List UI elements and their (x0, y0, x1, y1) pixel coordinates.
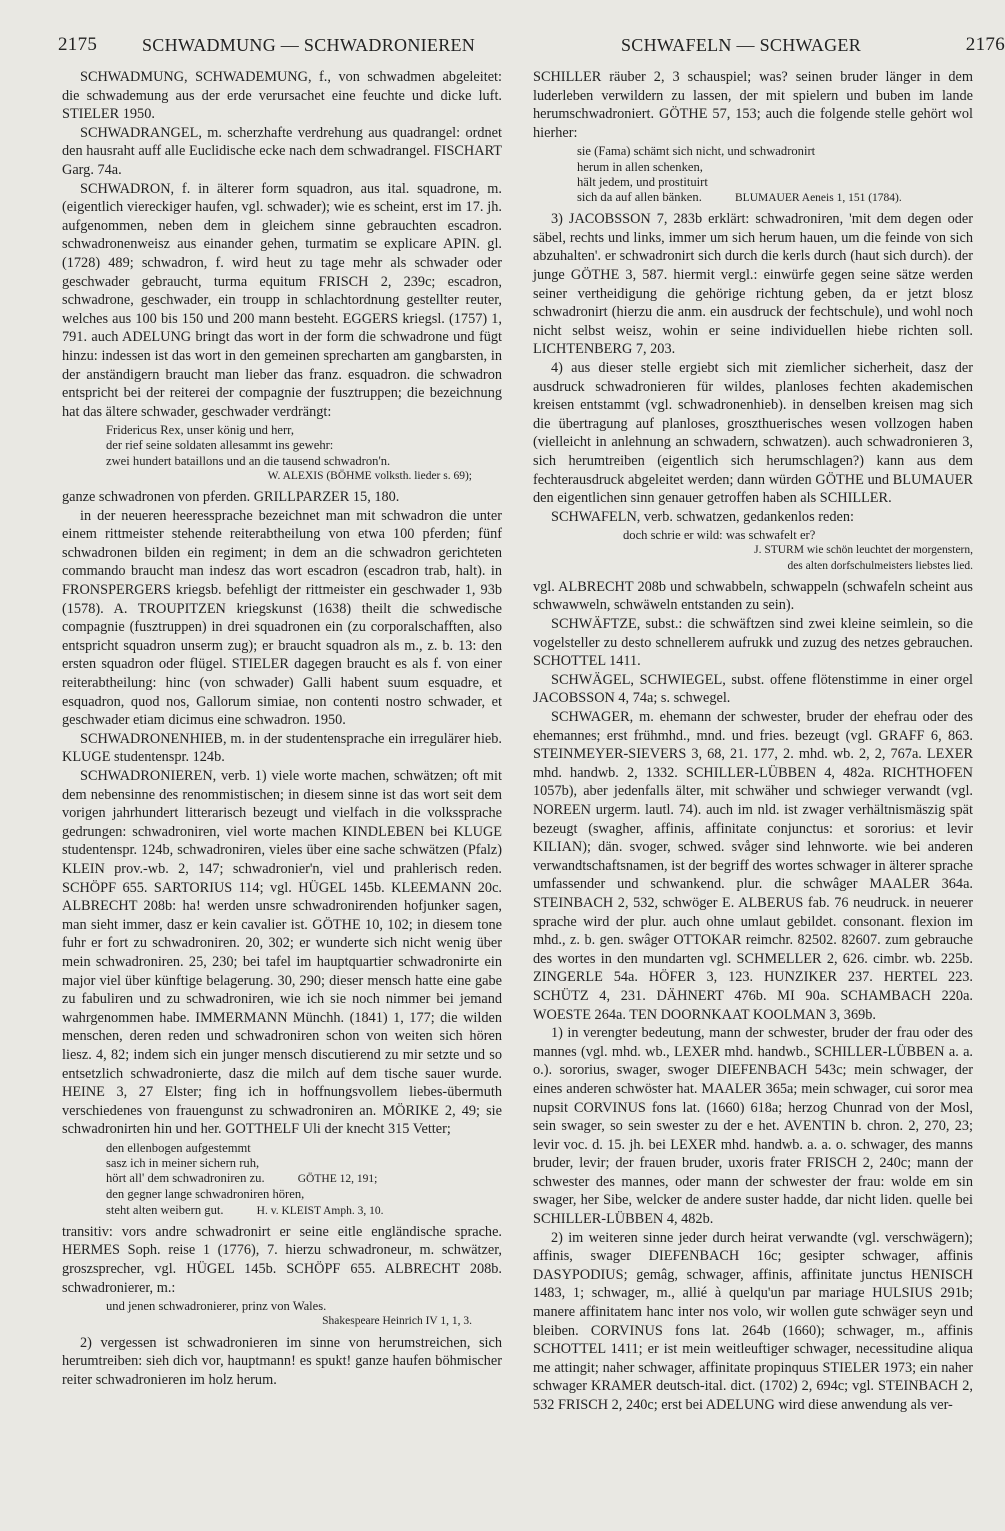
left-running-title: SCHWADMUNG — SCHWADRONIEREN (142, 35, 476, 55)
entry-text: 2) vergessen ist schwadronieren im sinne von herumstreichen, sich herumtreiben: sieh dich vor, hauptmann! es spukt! ganze haufen böhmischer reiter schwadronieren im holz herum. (62, 1334, 502, 1388)
entry-text: 2) im weiteren sinne jeder durch heirat verwandte (vgl. verschwägern); affinis, swager DIEFENBACH 16c; gesipter schwager, affinis DASYPODIUS; gemâg, schwager, affinis, affinitate junctus HENISCH 1483, 1; schwager, m., allié à quelqu'un par mariage HULSIUS 291b; manere affinitatem hanc inter nos volo, wir wollen gute schwäger seyn und bleiben. CORVINUS fons lat. 264b (1660); schwager, m., affinis SCHOTTEL 1411; er ist mein weitleuftiger schwager, necessitudine aliqua me attingit; naher schwager, affinitate propinquus STIELER 1973; ein naher schwager KRAMER deutsch-ital. dict. (1702) 2, 694c; vgl. STEINBACH 2, 532 FRISCH 2, 240c; erst bei ADELUNG wird diese anwendung als ver- (533, 1229, 973, 1414)
entry-schwadrangel: SCHWADRANGEL, m. scherzhafte verdrehung aus quadrangel: ordnet den hausraht auff alle Euclidische ecke nach dem schwadrangel. FISCHART Garg. 74a. (62, 124, 502, 178)
right-running-title: SCHWAFELN — SCHWAGER (621, 35, 862, 55)
entry-text: 3) JACOBSSON 7, 283b erklärt: schwadroniren, 'mit dem degen oder säbel, rechts und links, immer um sich herum hauen, um die feinde von sich abzuhalten'. er schwadronirt sich durch die kerls durch (haut sich durch). der junge GÖTHE 3, 587. hiermit vergl.: einwürfe gegen seine sätze werden seiner vertheidigung die gehörige richtung geben, da er jetzt blosz schwadronirt (hierzu die anm. ein ausdruck der fechtschule), und wohl noch nicht selbst weisz, wohin er seine individuellen hiebe richten soll. LICHTENBERG 7, 203. (533, 211, 973, 358)
left-page-header (58, 34, 502, 68)
entry-schwadron: SCHWADRON, f. in älterer form squadron, aus ital. squadrone, m. (eigentlich viereckiger haufen, vgl. schwader); wie es scheint, erst im 17. jh. aufgenommen, neben dem in gleichem sinne gebrauchten escadron. schwadronenweisz aus einander gehen, turmatim se explicare APIN. gl. (1728) 489; schwadron, f. wird heut zu tage mehr als schwader oder geschwader gebraucht, turma equitum FRISCH 2, 239c; escadron, schwadrone, geschwader, ein troupp in schlachtordnung gestellter reuter, welches aus 100 bis 150 und 200 mann besteht. EGGERS kriegsl. (1757) 1, 791. auch ADELUNG bringt das wort in der form die schwadrone und fügt hinzu: indessen ist das wort in den gemeinen sprecharten am gangbarsten, in der anständigern braucht man lieber das franz. esquadron. die schwadron entspricht bei der reiterei der compagnie der fusztruppen; die bezeichnung hat das ältere schwader, geschwader verdrängt: (62, 180, 502, 420)
entry-text: 4) aus dieser stelle ergiebt sich mit ziemlicher sicherheit, dasz der ausdruck schwadronieren für wildes, planloses fechten akademischen kreisen entstammt (vgl. schwadronenhieb). in denselben kreisen mag sich die übertragung auf planloses, groszthuerisches wesen vollzogen haben (vielleicht in anlehnung an schwadern, schwatzen). auch schwadronieren 3, sich herumtreiben (eigentlich sich herumschlagen?) kann aus dem fechterausdruck abgeleitet werden; dann würden GÖTHE und BLUMAUER den eigentlichen sinn genauer getroffen haben als SCHILLER. (533, 359, 973, 507)
quote-line: hält jedem, und prostituirt (577, 174, 708, 189)
entry-text: vgl. ALBRECHT 208b und schwabbeln, schwappeln (schwafeln scheint aus schwawweln, schwäweln entstanden zu sein). (533, 578, 973, 614)
quote-blumauer (577, 144, 973, 206)
quote-source: H. v. KLEIST Amph. 3, 10. (256, 1204, 384, 1217)
quote-line: den gegner lange schwadroniren hören, (106, 1187, 305, 1202)
right-page-number: 2176 (965, 34, 1005, 55)
entry-schwafeln: SCHWAFELN, verb. schwatzen, gedankenlos reden: (551, 508, 854, 525)
quote-line: und jenen schwadronierer, prinz von Wales. (106, 1299, 327, 1314)
right-column-text (533, 68, 973, 1415)
quote-line: steht alten weibern gut. H. v. KLEIST Amph. 3, 10. (106, 1202, 384, 1217)
quote-sturm (623, 528, 973, 574)
entry-schwaegel: SCHWÄGEL, SCHWIEGEL, subst. offene flötenstimme in einer orgel JACOBSSON 4, 74a; s. schwegel. (533, 671, 973, 707)
quote-line: doch schrie er wild: was schwafelt er? (623, 528, 816, 543)
left-column-text (62, 68, 502, 1389)
quote-line: sie (Fama) schämt sich nicht, und schwadronirt (577, 144, 816, 159)
entry-schwadmung: SCHWADMUNG, SCHWADEMUNG, f., von schwadmen abgeleitet: die schwademung aus der erde verursachet eine feuchte und dicke luft. STIELER 1950. (62, 69, 502, 123)
entry-text: 1) in verengter bedeutung, mann der schwester, bruder der frau oder des mannes (vgl. mhd. wb., LEXER mhd. handwb., SCHILLER-LÜBBEN a. a. o.). sororius, swager, swoger DIEFENBACH 543c; mein schwager, der eines anderen schwöster hat. MAALER 365a; mein schwager, cui soror mea nupsit CORVINUS fons lat. (1660) 618a; herzog Chunrad von der Mosl, sein swager, so sein swester zu der e het. AVENTIN b. chron. 2, 270, 23; levir voc. d. 15. jh. bei LEXER mhd. handwb. a. a. o. schwager, des manns bruder, levir; der frauen bruder, uxoris frater FRISCH 2, 240c; mann der schwester des mannes, oder mann der schwester der frau: wolde em sin swager, her Sibe, welcker de andere suster hadde, dar nicht liden. quelle bei SCHILLER-LÜBBEN 4, 482b. (533, 1025, 973, 1228)
entry-text: SCHILLER räuber 2, 3 schauspiel; was? seinen bruder länger in dem luderleben verwildern zu lassen, der mit spielern und buben im lande herumschwadroniert. GÖTHE 57, 153; auch die folgende stelle gehört wol hierher: (533, 69, 973, 141)
quote-line: herum in allen schenken, (577, 159, 703, 174)
quote-source: BLUMAUER Aeneis 1, 151 (1784). (735, 191, 902, 204)
entry-schwager: SCHWAGER, m. ehemann der schwester, bruder der ehefrau oder des ehemannes; erst frühmhd., mnd. und fries. bezeugt (vgl. GRAFF 6, 863. STEINMEYER-SIEVERS 3, 68, 21. 177, 2. mhd. wb. 2, 2, 767a. LEXER mhd. handwb. 2, 1332. SCHILLER-LÜBBEN 4, 482a. RICHTHOFEN 1057b), aber jedenfalls älter, mit schwäher und schwieger verwandt (vgl. NOREEN urgerm. lautl. 74). auch im nld. ist zwager verhältnismäszig spät bezeugt (swagher, affinis, affinitate conjunctus: et sororius: et levir KILIAN); dän. svoger, schwed. svåger sind lehnworte. wie bei anderen verwandtschaftsnamen, ist der begriff des wortes schwager in älterer sprache umfassender und schwankend. plur. die schwâger MAALER 364a. STEINBACH 2, 532, schwöger E. ALBERUS fab. 76 neudruck. in neuerer sprache wird der plur. auch ohne umlaut gebildet. consonant. flexion im mhd., z. b. gen. swâger OTTOKAR reimchr. 82502. 82607. zum gebrauche des wortes in den mundarten vgl. SCHMELLER 2, 626. cimbr. wb. 225b. ZINGERLE 54a. HÖFER 3, 123. HUNZIKER 237. HERTEL 223. SCHÜTZ 4, 231. DÄHNERT 476b. MI 90a. SCHAMBACH 220a. WOESTE 264a. TEN DOORNKAAT KOOLMAN 3, 369b. (533, 709, 973, 1023)
quote-source: GÖTHE 12, 191; (297, 1173, 378, 1186)
quote-line: der rief seine soldaten allesammt ins gewehr: (106, 438, 334, 453)
quote-fridericus (106, 423, 502, 484)
quote-line: sich da auf allen bänken. BLUMAUER Aeneis 1, 151 (1784). (577, 189, 902, 204)
entry-schwadronieren: SCHWADRONIEREN, verb. 1) viele worte machen, schwätzen; oft mit dem nebensinne des renommistischen; in diesem sinne ist das wort seit dem vorigen jahrhundert litterarisch bezeugt und vielfach in die volkssprache gedrungen: schwadroniren, viel worte machen KINDLEBEN bei KLUGE studentenspr. 124b, schwadroniren, vieles über eine sache schwätzen (Pfalz) KLEIN prov.-wb. 2, 147; schwadronier'n, viel und prahlerisch reden. SCHÖPF 655. SARTORIUS 114; vgl. HÜGEL 145b. KLEEMANN 20c. ALBRECHT 208b: ha! werden unsre schwadronirenden hofjunker sagen, man sieht immer, dasz er kein cavalier ist. GÖTHE 10, 102; in diesem tone fuhr er fort zu schwadroniren. 20, 302; er wunderte sich nicht wenig über mein schwadroniren. 25, 230; bei tafel im hauptquartier schwadronirte ein major viel über künftige belagerung. 30, 290; dieser mensch hatte eine gabe zu fabuliren und zu schwadroniren, wie ich sie noch nimmer bei jemand wahrgenommen habe. IMMERMANN Münchh. (1841) 1, 177; die wilden menschen, deren reden und schwadroniren schon von weiten sich hören liesz. 4, 82; indem sich ein junger mensch discutierend zu mir setzte und so entsetzlich schwadronierte, dasz die milch auf dem tische sauer wurde. HEINE 3, 27 Elster; fing ich in hoffnungsvollem liebes-übermuth verschiedenes von frauengunst zu schwadroniren an. MÖRIKE 2, 49; sie schwadronirten hin und her. GOTTHELF Uli der knecht 315 Vetter; (62, 768, 502, 1138)
entry-text: in der neueren heeressprache bezeichnet man mit schwadron die unter einem rittmeister stehende reiterabtheilung von etwa 100 pferden; fünf schwadronen bilden ein regiment; in dem an die schwadron gerichteten commando braucht man indesz das wort escadron (escadron trab, halt). in FRONSPERGERS kriegsb. befehligt der rittmeister ein geschwader 1, 93b (1578). A. TROUPITZEN kriegskunst (1638) theilt die schwedische compagnie (fusztruppen) in drei squadronen ein (zu corporalschafften, also entspricht squadron unserm zug); er braucht squadron als m., z. b. 13: den ersten squadron oder flügel. STIELER dagegen braucht es als f. von einer reiterabtheilung: hinc (von schwader) Galli habent suum esquadre, et esquadron, quod nos, Gallorum simiae, non contenti nostro schwader, et geschwader etiam dicimus eine schwadron. 1950. (62, 507, 502, 729)
quote-line: zwei hundert bataillons und an die tausend schwadron'n. (106, 453, 391, 468)
quote-source: J. STURM wie schön leuchtet der morgenstern, (754, 544, 973, 557)
quote-source: Shakespeare Heinrich IV 1, 1, 3. (322, 1315, 472, 1328)
quote-source: W. ALEXIS (BÖHME volksth. lieder s. 69); (267, 469, 472, 482)
entry-text: ganze schwadronen von pferden. GRILLPARZER 15, 180. (62, 489, 400, 506)
quote-line: den ellenbogen aufgestemmt (106, 1140, 251, 1155)
entry-schwadronenhieb: SCHWADRONENHIEB, m. in der studentensprache ein irregulärer hieb. KLUGE studentenspr. 124b. (62, 730, 502, 766)
right-column (533, 0, 1005, 1415)
left-page-number: 2175 (58, 34, 98, 55)
quote-line: Fridericus Rex, unser könig und herr, (106, 423, 295, 438)
quote-goethe (106, 1141, 502, 1219)
quote-line: hört all' dem schwadroniren zu. GÖTHE 12, 191; (106, 1171, 378, 1186)
right-page-header (533, 34, 1005, 68)
entry-schwaeftze: SCHWÄFTZE, subst.: die schwäftzen sind zwei kleine seimlein, so die vogelsteller zu desto schnellerem aufrukk und zuzug des netzes gebrauchen. SCHOTTEL 1411. (533, 616, 973, 670)
entry-text: transitiv: vors andre schwadronirt er seine eitle engländische sprache. HERMES Soph. reise 1 (1776), 7. hierzu schwadroneur, m. schwätzer, groszsprecher, vgl. HÜGEL 145b. SCHÖPF 655. ALBRECHT 208b. schwadronierer, m.: (62, 1223, 502, 1296)
quote-source: des alten dorfschulmeisters liebstes lied. (787, 559, 973, 572)
quote-shakespeare (106, 1299, 502, 1329)
left-column (58, 0, 502, 1389)
quote-line: sasz ich in meiner sichern ruh, (106, 1156, 260, 1171)
